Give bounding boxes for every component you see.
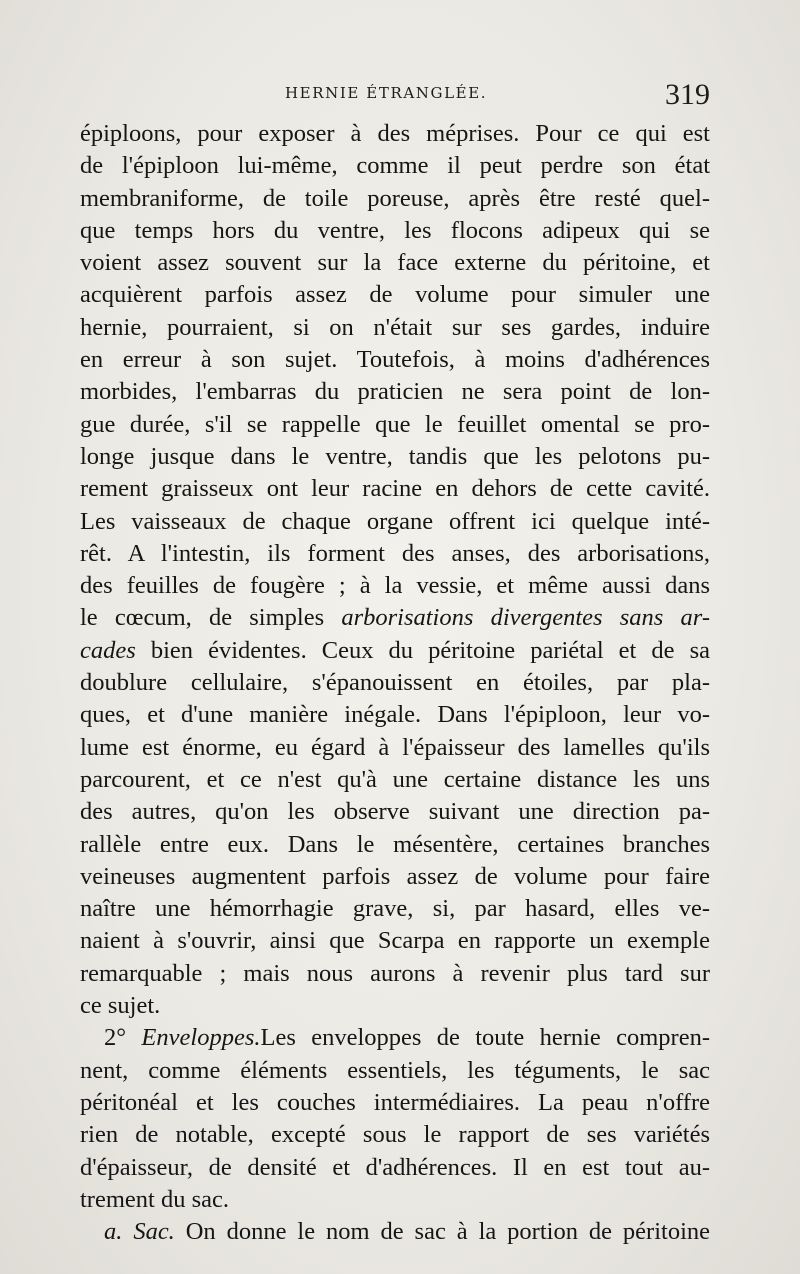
text-run: On donne le nom de sac à la portion de péritoine: [174, 1218, 711, 1246]
text-line: ques, et d'une manière inégale. Dans l'épiploon, leur vo-: [80, 701, 710, 729]
text-line: membraniforme, de toile poreuse, après être resté quel-: [80, 184, 710, 212]
text-line-mixed: [80, 602, 710, 634]
text-line: hernie, pourraient, si on n'était sur ses gardes, induire: [80, 313, 710, 341]
text-run: le cœcum, de simples: [80, 604, 342, 632]
text-line: naître une hémorrhagie grave, si, par hasard, elles ve-: [80, 895, 710, 923]
text-line: lume est énorme, eu égard à l'épaisseur des lamelles qu'ils: [80, 733, 710, 761]
page-header: [80, 78, 710, 118]
text-line: des autres, qu'on les observe suivant une direction pa-: [80, 798, 710, 826]
text-line: que temps hors du ventre, les flocons adipeux qui se: [80, 216, 710, 244]
text-line: remarquable ; mais nous aurons à revenir plus tard sur: [80, 959, 710, 987]
text-line: des feuilles de fougère ; à la vessie, et même aussi dans: [80, 572, 710, 600]
paragraph-start: [80, 1022, 710, 1054]
body-text: [80, 118, 710, 1248]
text-line: acquièrent parfois assez de volume pour simuler une: [80, 281, 710, 309]
text-line-mixed: [80, 635, 710, 667]
text-line: naient à s'ouvrir, ainsi que Scarpa en rapporte un exemple: [80, 927, 710, 955]
text-line: parcourent, et ce n'est qu'à une certaine distance les uns: [80, 765, 710, 793]
text-line: nent, comme éléments essentiels, les téguments, le sac: [80, 1056, 710, 1084]
section-heading: Enveloppes.: [141, 1024, 261, 1052]
text-line: rement graisseux ont leur racine en dehors de cette cavité.: [80, 475, 710, 503]
text-line: doublure cellulaire, s'épanouissent en étoiles, par pla-: [80, 669, 710, 697]
text-line: péritonéal et les couches intermédiaires. La peau n'offre: [80, 1088, 710, 1116]
text-line: rêt. A l'intestin, ils forment des anses, des arborisations,: [80, 539, 710, 567]
section-number: a.: [104, 1218, 123, 1246]
text-line: Les vaisseaux de chaque organe offrent ici quelque inté-: [80, 507, 710, 535]
italic-phrase: arborisations divergentes sans ar-: [341, 604, 710, 632]
text-line: de l'épiploon lui-même, comme il peut perdre son état: [80, 152, 710, 180]
text-line: d'épaisseur, de densité et d'adhérences. Il en est tout au-: [80, 1153, 710, 1181]
text-line: veineuses augmentent parfois assez de volume pour faire: [80, 862, 710, 890]
text-line: épiploons, pour exposer à des méprises. Pour ce qui est: [80, 120, 710, 147]
italic-phrase: cades: [80, 636, 136, 664]
text-run: Les enveloppes de toute hernie compren-: [260, 1024, 711, 1052]
text-line: rien de notable, excepté sous le rapport de ses variétés: [80, 1121, 710, 1149]
text-line: voient assez souvent sur la face externe du péritoine, et: [80, 249, 710, 277]
section-number: 2°: [104, 1024, 127, 1052]
text-line: en erreur à son sujet. Toutefois, à moins d'adhérences: [80, 346, 710, 374]
paragraph-start: [80, 1216, 710, 1248]
text-line: morbides, l'embarras du praticien ne sera point de lon-: [80, 378, 710, 406]
text-line-end: trement du sac.: [80, 1185, 229, 1213]
text-line: rallèle entre eux. Dans le mésentère, certaines branches: [80, 830, 710, 858]
page-number: 319: [665, 78, 710, 111]
running-head: HERNIE ÉTRANGLÉE.: [285, 84, 488, 102]
section-heading: Sac.: [133, 1218, 175, 1246]
text-line: longe jusque dans le ventre, tandis que les pelotons pu-: [80, 442, 710, 470]
text-line: gue durée, s'il se rappelle que le feuillet omental se pro-: [80, 410, 710, 438]
text-line-end: ce sujet.: [80, 992, 161, 1020]
text-run: bien évidentes. Ceux du péritoine pariétal et de sa: [135, 636, 710, 664]
